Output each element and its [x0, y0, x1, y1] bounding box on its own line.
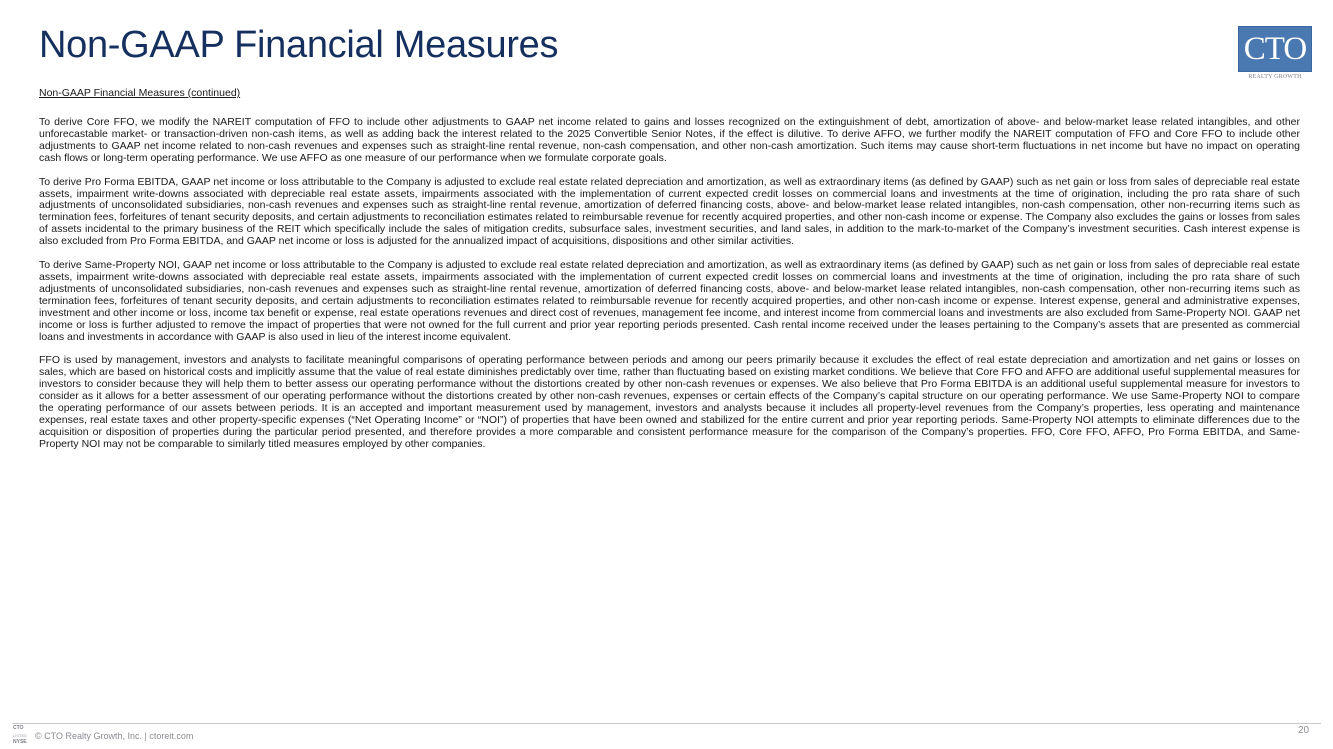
footer-copyright: © CTO Realty Growth, Inc. | ctoreit.com [35, 731, 194, 741]
logo-mark: CTO [1238, 26, 1312, 72]
paragraph-same-property-noi: To derive Same-Property NOI, GAAP net income or loss attributable to the Company is adjusted to exclude real estate related depreciation and amortization, as well as extraordinary items (as defined by GAAP) such as net gain or loss from sales of depreciable real estate assets, impairment write-downs associated with depreciable real estate assets, impairments associated with the implementation of current expected credit losses on commercial loans and investments at the time of origination, including the pro rata share of such adjustments of unconsolidated subsidiaries, non-cash revenues and expenses such as straight-line rental revenue, amortization of deferred financing costs, above- and below-market lease related intangibles, non-cash compensation, other non-recurring items such as termination fees, forfeitures of tenant security deposits, and certain adjustments to reconciliation estimates related to reimbursable revenue for recently acquired properties, and other non-cash income or expense. Interest expense, general and administrative expenses, investment and other income or loss, income tax benefit or expense, real estate operations revenues and direct cost of revenues, management fee income, and interest income from commercial loans and investments are also excluded from Same-Property NOI. GAAP net income or loss is further adjusted to remove the impact of properties that were not owned for the full current and prior year reporting periods presented. Cash rental income received under the leases pertaining to the Company’s assets that are presented as commercial loans and investments in accordance with GAAP is also used in lieu of the interest income equivalent. [39, 259, 1300, 343]
footer-logo-bottom: NYSE [13, 739, 27, 745]
footer-nyse-logo [13, 725, 33, 747]
page-title: Non-GAAP Financial Measures [39, 24, 559, 66]
footer-divider [12, 723, 1321, 724]
logo-subtitle: REALTY GROWTH [1248, 74, 1302, 80]
footer-logo-top: CTO [13, 725, 24, 731]
footer-logo-mid: LISTED [13, 733, 28, 738]
company-logo [1238, 26, 1312, 80]
paragraph-core-ffo: To derive Core FFO, we modify the NAREIT computation of FFO to include other adjustments to GAAP net income related to gains and losses recognized on the extinguishment of debt, amortization of above- and below-market lease related intangibles, and other unforecastable market- or transaction-driven non-cash items, as well as adding back the interest related to the 2025 Convertible Senior Notes, if the effect is dilutive. To derive AFFO, we further modify the NAREIT computation of FFO and Core FFO to include other adjustments to GAAP net income related to non-cash revenues and expenses such as straight-line rental revenue, non-cash compensation, and other non-cash amortization. Such items may cause short-term fluctuations in net income but have no impact on operating cash flows or long-term operating performance. We use AFFO as one measure of our performance when we formulate corporate goals. [39, 116, 1300, 164]
page-number: 20 [1298, 725, 1310, 736]
paragraph-ffo-usage: FFO is used by management, investors and analysts to facilitate meaningful comparisons of operating performance between periods and among our peers primarily because it excludes the effect of real estate depreciation and amortization and net gains or losses on sales, which are based on historical costs and implicitly assume that the value of real estate diminishes predictably over time, rather than fluctuating based on existing market conditions. We believe that Core FFO and AFFO are additional useful supplemental measures for investors to consider because they will help them to better assess our operating performance without the distortions created by other non-cash revenues or expenses. We also believe that Pro Forma EBITDA is an additional useful supplemental measure for investors to consider as it allows for a better assessment of our operating performance without the distortions created by other non-cash revenues, expenses or certain effects of the Company’s capital structure on our operating performance. We use Same-Property NOI to compare the operating performance of our assets between periods. It is an accepted and important measurement used by management, investors and analysts because it includes all property-level revenues from the Company’s properties, less operating and maintenance expenses, real estate taxes and other property-specific expenses (“Net Operating Income” or “NOI”) of properties that have been owned and stabilized for the entire current and prior year reporting periods. Same-Property NOI attempts to eliminate differences due to the acquisition or disposition of properties during the particular period presented, and therefore provides a more comparable and consistent performance measure for the comparison of the Company’s properties. FFO, Core FFO, AFFO, Pro Forma EBITDA, and Same-Property NOI may not be comparable to similarly titled measures employed by other companies. [39, 354, 1300, 450]
body-text [39, 117, 1300, 463]
paragraph-pro-forma-ebitda: To derive Pro Forma EBITDA, GAAP net income or loss attributable to the Company is adjusted to exclude real estate related depreciation and amortization, as well as extraordinary items (as defined by GAAP) such as net gain or loss from sales of depreciable real estate assets, impairment write-downs associated with depreciable real estate assets, impairments associated with the implementation of current expected credit losses on commercial loans and investments at the time of origination, including the pro rata share of such adjustments of unconsolidated subsidiaries, non-cash revenues and expenses such as straight-line rental revenue, amortization of deferred financing costs, above- and below-market lease related intangibles, non-cash compensation, other non-recurring items such as termination fees, forfeitures of tenant security deposits, and certain adjustments to reconciliation estimates related to reimbursable revenue for recently acquired properties, and other non-cash income or expense. The Company also excludes the gains or losses from sales of assets incidental to the primary business of the REIT which specifically include the sales of mitigation credits, subsurface sales, investment securities, and land sales, in addition to the mark-to-market of the Company’s investment securities. Cash interest expense is also excluded from Pro Forma EBITDA, and GAAP net income or loss is adjusted for the annualized impact of acquisitions, dispositions and other similar activities. [39, 175, 1300, 248]
section-subheading: Non-GAAP Financial Measures (continued) [39, 87, 241, 99]
